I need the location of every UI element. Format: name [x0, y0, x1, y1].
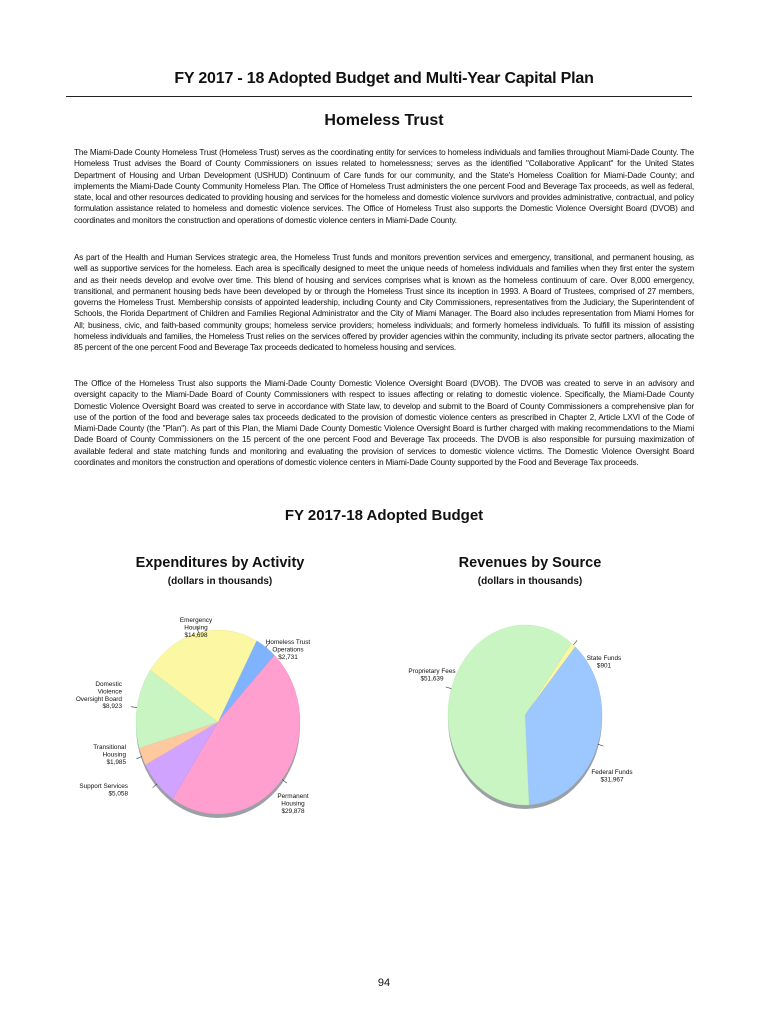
slice-label-line: Proprietary Fees — [408, 668, 456, 675]
slice-label-line: Support Services — [79, 783, 128, 790]
paragraph-dvob: The Office of the Homeless Trust also supports the Miami-Dade County Domestic Violence Oversight Board (DVOB). The DVOB was created to serve in an advisory and oversight capacity to the Miami-Dade Board of County Commissioners with respect to issues affecting or relating to domestic violence. Specifically, the Miami-Dade County Domestic Violence Oversight Board was created to serve in accordance with State law, to develop and submit to the Board of County Commissioners a comprehensive plan for use of the portion of the food and beverage sales tax proceeds dedicated to the provision of domestic violence centers as prescribed in Chapter 2, Article LXVI of the Code of Miami-Dade County (the "Plan"). As part of this Plan, the Miami Dade County Domestic Violence Oversight Board is further charged with making recommendations to the Miami Dade Board of County Commissioners on the 15 percent of the one percent Food and Beverage Tax proceeds. The DVOB is also responsible for pursuing maximization of available federal and state matching funds and monitoring and evaluating the provision of services to domestic violence victims. The Domestic Violence Oversight Board coordinates and monitors the construction and operations of domestic violence centers in Miami-Dade County supported by the Food and Beverage Tax proceeds. — [74, 379, 694, 468]
slice-value-permanent-housing: $29,878 — [281, 807, 305, 815]
paragraph-continuum: As part of the Health and Human Services strategic area, the Homeless Trust funds and monitors prevention services and emergency, transitional, and permanent housing, as well as supportive services for the homeless. Each area is specifically designed to meet the unique needs of homeless individuals and families when they first enter the system and as their needs develop and evolve over time. This blend of housing and services comprises what is known as the homeless continuum of care. Over 8,000 emergency, transitional, and permanent housing beds have been developed by or through the Homeless Trust since its inception in 1993. A Board of Trustees, comprised of 27 members, governs the Homeless Trust. Membership consists of appointed leadership, including County and City Commissioners, representatives from the Judiciary, the Superintendent of Schools, the Florida Department of Children and Families Regional Administrator and the City of Miami Manager. The Board also includes representation from Miami Homes for All; business, civic, and faith-based community groups; homeless service providers; homeless individuals; and formerly homeless individuals. To fulfill its mission of assisting homeless individuals and families, the Homeless Trust relies on the services offered by provider agencies within the community, including its private sector partners, allocating the 85 percent of the one percent Food and Beverage Tax proceeds dedicated to homeless housing and services. — [74, 253, 694, 353]
slice-label-line: Housing — [281, 800, 305, 808]
revenues-chart-title: Revenues by Source — [458, 555, 602, 571]
slice-label-line: State Funds — [586, 655, 622, 662]
leader-line-proprietary-fees — [446, 687, 452, 689]
section-title: Homeless Trust — [324, 112, 444, 129]
slice-label-line: Violence — [97, 688, 122, 696]
slice-label-line: Oversight Board — [75, 695, 122, 703]
expenditures-chart-subtitle: (dollars in thousands) — [167, 576, 273, 587]
slice-label-line: Homeless Trust — [265, 639, 311, 646]
slice-label-proprietary-fees — [408, 668, 455, 682]
slice-label-line: Housing — [184, 624, 208, 632]
slice-label-line: Transitional — [93, 744, 126, 751]
revenues-chart-subtitle: (dollars in thousands) — [477, 576, 583, 587]
slice-value-emergency-housing: $14,698 — [184, 631, 208, 639]
expenditures-chart-title: Expenditures by Activity — [135, 555, 305, 571]
slice-value-support-services: $5,058 — [108, 790, 128, 798]
slice-label-federal-funds — [591, 769, 632, 783]
slice-label-line: Housing — [102, 751, 126, 759]
slice-value-state-funds: $901 — [596, 662, 612, 670]
slice-label-line: Domestic — [95, 681, 122, 688]
slice-value-federal-funds: $31,967 — [600, 776, 624, 784]
slice-label-line: Permanent — [277, 793, 309, 800]
page-number: 94 — [377, 977, 391, 989]
slice-value-transitional-housing: $1,985 — [106, 758, 126, 766]
slice-label-state-funds — [587, 655, 621, 669]
slice-label-line: Operations — [272, 646, 304, 654]
slice-value-domestic-violence-oversight-board: $8,923 — [102, 703, 122, 711]
budget-heading: FY 2017-18 Adopted Budget — [284, 507, 484, 524]
slice-value-homeless-trust-operations: $2,731 — [278, 653, 298, 661]
slice-label-line: Emergency — [179, 617, 213, 624]
document-title: FY 2017 - 18 Adopted Budget and Multi-Year Capital Plan — [174, 70, 594, 87]
slice-value-proprietary-fees: $51,639 — [420, 675, 444, 683]
slice-label-line: Federal Funds — [591, 769, 633, 776]
leader-line-state-funds — [573, 640, 577, 645]
paragraph-overview: The Miami-Dade County Homeless Trust (Homeless Trust) serves as the coordinating entity for services to homeless individuals and families throughout Miami-Dade County. The Homeless Trust advises the Board of County Commissioners on issues related to homelessness; serves as the identified "Collaborative Applicant" for the United States Department of Housing and Urban Development (USHUD) Continuum of Care funds for our community, and the State's Homeless Coalition for Miami-Dade County; and implements the Miami-Dade County Community Homeless Plan. The Office of Homeless Trust administers the one percent Food and Beverage Tax proceeds, as well as federal, state, local and other resources dedicated to providing housing and services for the homeless and domestic violence survivors and provides administrative, contractual, and policy formulation assistance related to homeless and domestic violence services. The Office of Homeless Trust also supports the Domestic Violence Oversight Board (DVOB) and coordinates and monitors the construction and operations of domestic violence centers in Miami-Dade County. — [74, 148, 694, 225]
